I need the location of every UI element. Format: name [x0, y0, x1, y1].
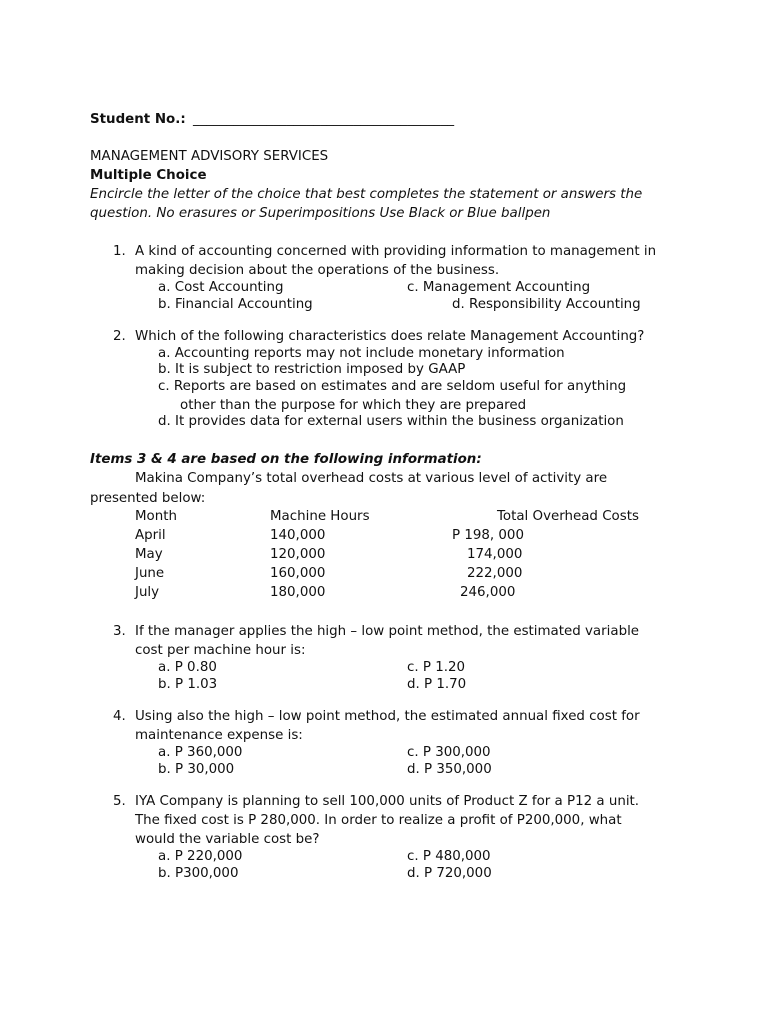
column-header-month: Month [135, 509, 177, 524]
choice-a[interactable]: a. Accounting reports may not include monetary information [158, 346, 565, 361]
choice-a[interactable]: a. P 0.80 [158, 660, 217, 675]
cell-hours: 180,000 [270, 585, 326, 600]
cell-cost: 246,000 [460, 585, 516, 600]
choice-b[interactable]: b. P 1.03 [158, 677, 218, 692]
section-title: Multiple Choice [90, 168, 207, 183]
question-text: A kind of accounting concerned with providing information to management in [135, 244, 657, 259]
cell-cost: 222,000 [467, 566, 523, 581]
choice-b[interactable]: b. P300,000 [158, 866, 239, 881]
question-number: 1. [113, 244, 126, 259]
choice-d[interactable]: d. P 720,000 [407, 866, 492, 881]
cell-cost: 174,000 [467, 547, 523, 562]
cell-month: June [135, 566, 165, 581]
cell-hours: 160,000 [270, 566, 326, 581]
question-text: IYA Company is planning to sell 100,000 units of Product Z for a P12 a unit. [135, 794, 640, 809]
cell-hours: 120,000 [270, 547, 326, 562]
question-text: The fixed cost is P 280,000. In order to realize a profit of P200,000, what [135, 813, 622, 828]
question-number: 4. [113, 709, 126, 724]
cell-hours: 140,000 [270, 528, 326, 543]
choice-d[interactable]: d. P 350,000 [407, 762, 492, 777]
question-text: cost per machine hour is: [135, 643, 306, 658]
question-text: Which of the following characteristics does relate Management Accounting? [135, 329, 645, 344]
cell-month: April [135, 528, 166, 543]
subject-title: MANAGEMENT ADVISORY SERVICES [90, 149, 329, 164]
choice-d[interactable]: d. P 1.70 [407, 677, 467, 692]
choice-a[interactable]: a. P 220,000 [158, 849, 243, 864]
choice-a[interactable]: a. P 360,000 [158, 745, 243, 760]
choice-c[interactable]: c. Reports are based on estimates and are seldom useful for anything [158, 379, 627, 394]
column-header-machine-hours: Machine Hours [270, 509, 370, 524]
question-text: making decision about the operations of the business. [135, 263, 500, 278]
choice-b[interactable]: b. P 30,000 [158, 762, 235, 777]
question-text: would the variable cost be? [135, 832, 320, 847]
info-text: presented below: [90, 491, 206, 506]
question-text: maintenance expense is: [135, 728, 303, 743]
choice-a[interactable]: a. Cost Accounting [158, 280, 284, 295]
choice-c[interactable]: c. P 480,000 [407, 849, 491, 864]
choice-b[interactable]: b. It is subject to restriction imposed by GAAP [158, 362, 466, 377]
question-number: 2. [113, 329, 126, 344]
column-header-total-overhead: Total Overhead Costs [497, 509, 639, 524]
choice-c[interactable]: c. P 300,000 [407, 745, 491, 760]
student-no-blank[interactable]: _______________________________________ [193, 112, 455, 127]
question-number: 5. [113, 794, 126, 809]
question-text: If the manager applies the high – low point method, the estimated variable [135, 624, 640, 639]
student-no-label: Student No.: [90, 112, 186, 127]
choice-c[interactable]: c. Management Accounting [407, 280, 591, 295]
info-heading: Items 3 & 4 are based on the following information: [90, 452, 482, 467]
info-text: Makina Company’s total overhead costs at various level of activity are [135, 471, 608, 486]
choice-d[interactable]: d. It provides data for external users within the business organization [158, 414, 624, 429]
cell-cost: P 198, 000 [452, 528, 524, 543]
cell-month: May [135, 547, 163, 562]
instructions-line-1: Encircle the letter of the choice that best completes the statement or answers the [90, 187, 643, 202]
instructions-line-2: question. No erasures or Superimpositions Use Black or Blue ballpen [90, 206, 551, 221]
choice-c[interactable]: c. P 1.20 [407, 660, 466, 675]
choice-c-continued: other than the purpose for which they are prepared [180, 398, 527, 413]
choice-b[interactable]: b. Financial Accounting [158, 297, 313, 312]
choice-d[interactable]: d. Responsibility Accounting [452, 297, 641, 312]
cell-month: July [135, 585, 160, 600]
question-text: Using also the high – low point method, the estimated annual fixed cost for [135, 709, 640, 724]
question-number: 3. [113, 624, 126, 639]
